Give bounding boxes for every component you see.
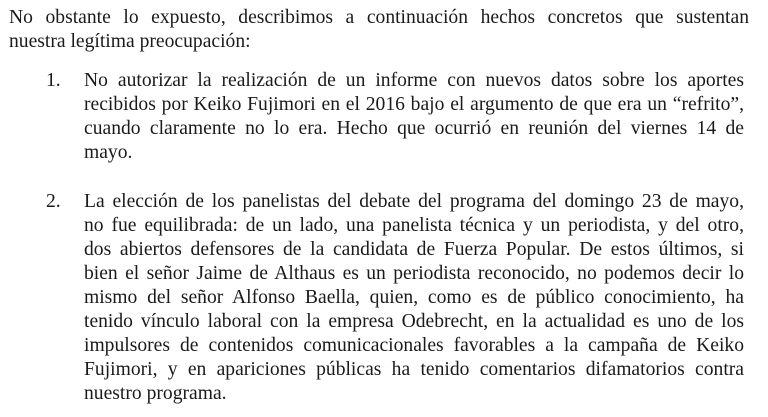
intro-line: No obstante lo expuesto, describimos a continuación hechos concretos que sustentan (9, 7, 749, 28)
intro-paragraph (9, 6, 749, 54)
list-item-text (84, 190, 744, 406)
intro-line: nuestra legítima preocupación: (9, 31, 251, 52)
list-item-line: cuando claramente no lo era. Hecho que ocurrió en reunión del viernes 14 de (84, 118, 744, 139)
list-item-line: bien el señor Jaime de Althaus es un periodista reconocido, no podemos decir lo (84, 263, 744, 284)
list-item-line: nuestro programa. (84, 383, 227, 404)
list-item-line: impulsores de contenidos comunicacionales favorables a la campaña de Keiko (84, 335, 744, 356)
list-item-line: recibidos por Keiko Fujimori en el 2016 bajo el argumento de que era un “refrito”, (84, 94, 744, 115)
list-item-line: dos abiertos defensores de la candidata de Fuerza Popular. De estos últimos, si (84, 239, 744, 260)
list-item-number: 2. (46, 191, 61, 212)
list-item-line: La elección de los panelistas del debate del programa del domingo 23 de mayo, (84, 191, 744, 212)
list-item-line: tenido vínculo laboral con la empresa Odebrecht, en la actualidad es uno de los (84, 311, 744, 332)
list-item-text (84, 69, 744, 165)
list-item-number: 1. (46, 70, 61, 91)
cropped-next-line (9, 406, 49, 417)
list-item-line: mayo. (84, 142, 133, 163)
list-item-line: No autorizar la realización de un informe con nuevos datos sobre los aportes (84, 70, 744, 91)
list-item-line: no fue equilibrada: de un lado, una panelista técnica y un periodista, y del otro, (84, 215, 744, 236)
list-item-line: mismo del señor Alfonso Baella, quien, como es de público conocimiento, ha (84, 287, 744, 308)
list-item-line: Fujimori, y en apariciones públicas ha tenido comentarios difamatorios contra (84, 359, 744, 380)
